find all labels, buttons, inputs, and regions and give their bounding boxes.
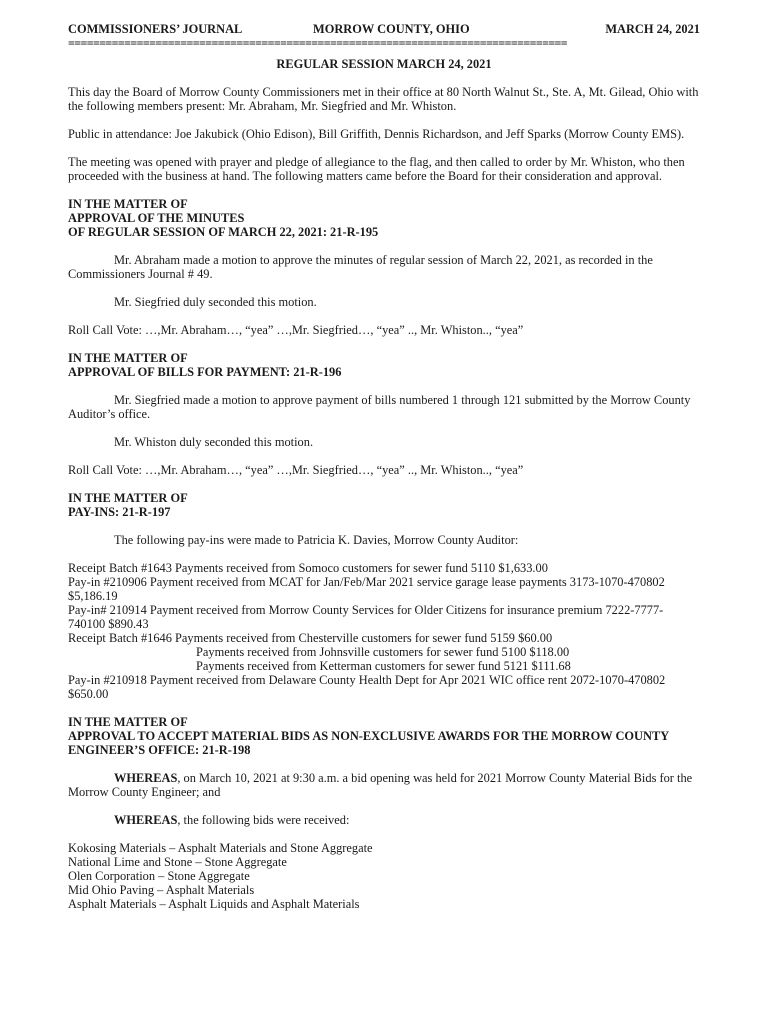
section-195-heading-line3: OF REGULAR SESSION OF MARCH 22, 2021: 21-R-195 [68, 225, 379, 239]
journal-page [68, 22, 700, 911]
section-198-whereas-1 [68, 771, 700, 799]
bid-item: Asphalt Materials – Asphalt Liquids and Asphalt Materials [68, 897, 360, 911]
whereas-label: WHEREAS [114, 771, 178, 785]
session-title: REGULAR SESSION MARCH 24, 2021 [276, 57, 492, 71]
bid-item: National Lime and Stone – Stone Aggregate [68, 855, 287, 869]
section-195-second: Mr. Siegfried duly seconded this motion. [114, 295, 317, 309]
section-197-heading-line1: IN THE MATTER OF [68, 491, 188, 505]
page-header [68, 22, 700, 36]
whereas-label: WHEREAS [114, 813, 178, 827]
section-196-second: Mr. Whiston duly seconded this motion. [114, 435, 314, 449]
section-195-motion: Mr. Abraham made a motion to approve the minutes of regular session of March 22, 2021, as recorded in the Commissioners Journal # 49. [68, 253, 653, 281]
bid-item: Kokosing Materials – Asphalt Materials and Stone Aggregate [68, 841, 373, 855]
intro-opening: The meeting was opened with prayer and pledge of allegiance to the flag, and then called to order by Mr. Whiston, who then proceeded with the business at hand. The following matters came before the Board for their consideration and approval. [68, 155, 685, 183]
bid-item: Olen Corporation – Stone Aggregate [68, 869, 250, 883]
section-196-heading-line1: IN THE MATTER OF [68, 351, 188, 365]
section-197-heading [68, 491, 700, 519]
section-198-heading-line1: IN THE MATTER OF [68, 715, 188, 729]
whereas-text: , the following bids were received: [177, 813, 350, 827]
pay-in-item: Pay-in# 210914 Payment received from Morrow County Services for Older Citizens for insurance premium 7222-7777-740100 $890.43 [68, 603, 664, 631]
header-journal-name: COMMISSIONERS’ JOURNAL [68, 22, 243, 36]
pay-in-item: Receipt Batch #1646 Payments received from Chesterville customers for sewer fund 5159 $60.00 [68, 631, 553, 645]
section-195-heading-line2: APPROVAL OF THE MINUTES [68, 211, 245, 225]
section-196-roll-call: Roll Call Vote: …,Mr. Abraham…, “yea” …,Mr. Siegfried…, “yea” .., Mr. Whiston.., “yea” [68, 463, 524, 477]
pay-in-list [68, 561, 700, 701]
section-195-heading-line1: IN THE MATTER OF [68, 197, 188, 211]
header-county: MORROW COUNTY, OHIO [313, 22, 470, 36]
section-198-heading [68, 715, 700, 757]
pay-in-subitem: Payments received from Ketterman customers for sewer fund 5121 $111.68 [196, 659, 571, 673]
intro-attendance: Public in attendance: Joe Jakubick (Ohio Edison), Bill Griffith, Dennis Richardson, and Jeff Sparks (Morrow County EMS). [68, 127, 685, 141]
section-196-heading-line2: APPROVAL OF BILLS FOR PAYMENT: 21-R-196 [68, 365, 342, 379]
section-196-motion: Mr. Siegfried made a motion to approve payment of bills numbered 1 through 121 submitted by the Morrow County Auditor’s office. [68, 393, 691, 421]
whereas-text: , on March 10, 2021 at 9:30 a.m. a bid opening was held for 2021 Morrow County Material Bids for the Morrow County Engineer; and [68, 771, 693, 799]
pay-in-item: Pay-in #210918 Payment received from Delaware County Health Dept for Apr 2021 WIC office rent 2072-1070-470802 $650.00 [68, 673, 666, 701]
section-198-whereas-2 [68, 813, 700, 827]
header-rule: ================================================================================ [68, 37, 568, 49]
bid-list [68, 841, 700, 911]
bid-item: Mid Ohio Paving – Asphalt Materials [68, 883, 255, 897]
section-195-roll-call: Roll Call Vote: …,Mr. Abraham…, “yea” …,Mr. Siegfried…, “yea” .., Mr. Whiston.., “yea” [68, 323, 524, 337]
section-198-heading-line2: APPROVAL TO ACCEPT MATERIAL BIDS AS NON-EXCLUSIVE AWARDS FOR THE MORROW COUNTY ENGINEER’S OFFICE: 21-R-198 [68, 729, 669, 757]
section-196-heading [68, 351, 700, 379]
pay-in-subitem: Payments received from Johnsville customers for sewer fund 5100 $118.00 [196, 645, 570, 659]
pay-in-item: Receipt Batch #1643 Payments received from Somoco customers for sewer fund 5110 $1,633.00 [68, 561, 548, 575]
section-195-heading [68, 197, 700, 239]
intro-members: This day the Board of Morrow County Commissioners met in their office at 80 North Walnut St., Ste. A, Mt. Gilead, Ohio with the following members present: Mr. Abraham, Mr. Siegfried and Mr. Whiston. [68, 85, 699, 113]
pay-in-item: Pay-in #210906 Payment received from MCAT for Jan/Feb/Mar 2021 service garage lease payments 3173-1070-470802 $5,186.19 [68, 575, 665, 603]
section-197-intro: The following pay-ins were made to Patricia K. Davies, Morrow County Auditor: [114, 533, 519, 547]
section-197-heading-line2: PAY-INS: 21-R-197 [68, 505, 171, 519]
header-date: MARCH 24, 2021 [605, 22, 700, 36]
